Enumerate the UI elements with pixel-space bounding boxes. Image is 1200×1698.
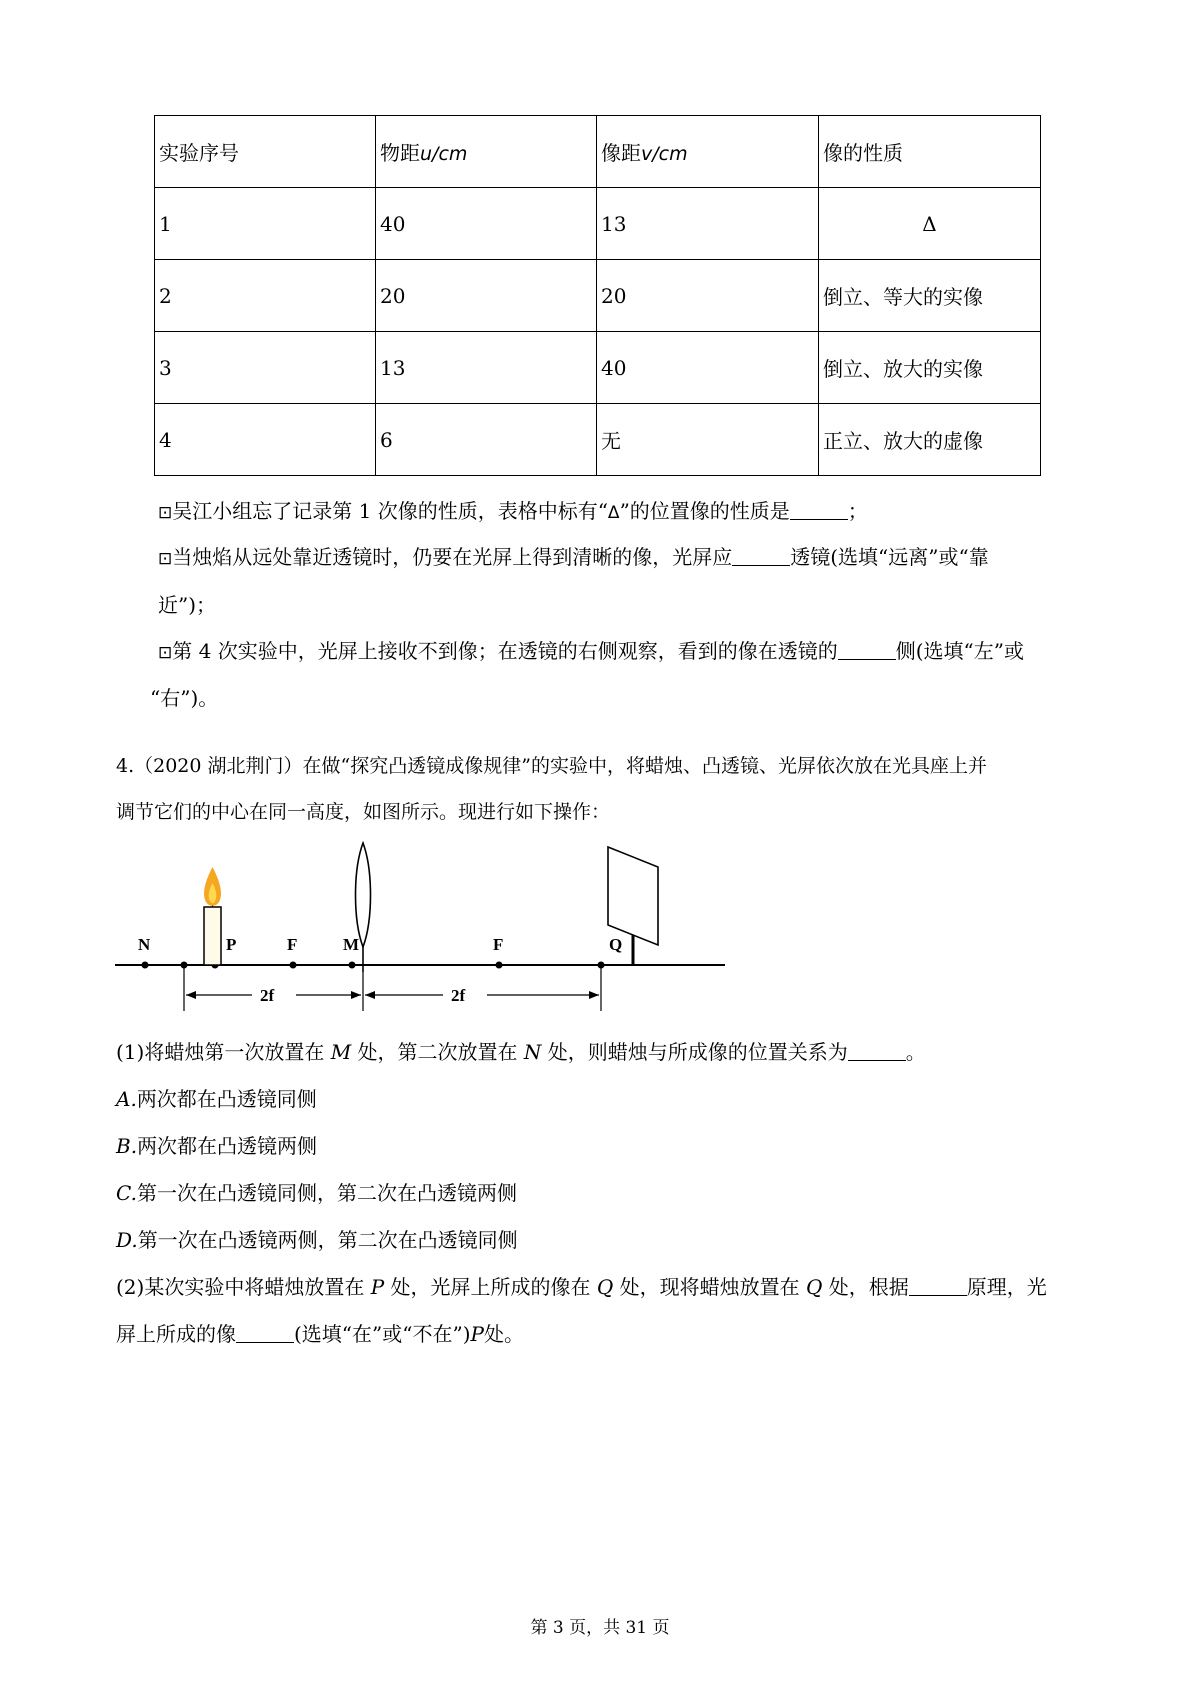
cell-u: 6: [376, 404, 597, 476]
label-p: P: [226, 935, 237, 954]
q4-part1: (1)将蜡烛第一次放置在 M 处，第二次放置在 N 处，则蜡烛与所成像的位置关系为 。: [116, 1040, 926, 1064]
cell-trial: 3: [155, 332, 376, 404]
q4-intro-line1: 4.（2020 湖北荆门）在做“探究凸透镜成像规律”的实验中，将蜡烛、凸透镜、光屏依次放在光具座上并: [116, 755, 987, 777]
table-row: [155, 404, 1041, 476]
bullet-icon: ⊡: [158, 643, 173, 663]
experiment-table: [154, 115, 1041, 476]
q3-subquestion-b: ⊡当烛焰从远处靠近透镜时，仍要在光屏上得到清晰的像，光屏应 透镜(选填“远离”或“靠: [158, 545, 989, 569]
option-a: A.两次都在凸透镜同侧: [116, 1087, 317, 1111]
answer-blank[interactable]: [909, 1275, 967, 1296]
answer-blank[interactable]: [236, 1322, 294, 1343]
header-object-distance: 物距u/cm: [376, 116, 597, 188]
candle: [204, 907, 221, 965]
cell-v: 无: [597, 404, 819, 476]
answer-blank[interactable]: [790, 499, 848, 520]
table-row: [155, 332, 1041, 404]
cell-nature: 正立、放大的虚像: [819, 404, 1041, 476]
cell-trial: 1: [155, 188, 376, 260]
arrow-icon: [589, 991, 599, 999]
page-footer: 第 3 页，共 31 页: [530, 1618, 670, 1638]
arrow-icon: [351, 991, 361, 999]
point-f-right: [496, 962, 503, 969]
label-n: N: [138, 935, 151, 954]
bullet-icon: ⊡: [158, 549, 173, 569]
arrow-icon: [365, 991, 375, 999]
q3-subquestion-b-cont: 近”)；: [158, 593, 217, 617]
cell-nature: Δ: [819, 188, 1041, 260]
label-f-right: F: [493, 935, 504, 954]
cell-trial: 2: [155, 260, 376, 332]
q3-subquestion-c-cont: “右”)。: [150, 686, 219, 710]
label-q: Q: [609, 935, 623, 954]
header-image-nature: 像的性质: [819, 116, 1041, 188]
point-m: [349, 962, 356, 969]
q4-part2-cont: 屏上所成的像 (选填“在”或“不在”)P处。: [116, 1322, 524, 1346]
cell-v: 40: [597, 332, 819, 404]
q3-subquestion-c: ⊡第 4 次实验中，光屏上接收不到像；在透镜的右侧观察，看到的像在透镜的 侧(选填“左”或: [158, 639, 1024, 663]
optical-bench-diagram: [110, 835, 730, 1015]
label-f-left: F: [287, 935, 298, 954]
header-image-distance: 像距v/cm: [597, 116, 819, 188]
cell-u: 40: [376, 188, 597, 260]
point-n: [142, 962, 149, 969]
q4-part2: (2)某次实验中将蜡烛放置在 P 处，光屏上所成的像在 Q 处，现将蜡烛放置在 Q 处，根据 原理，光: [116, 1275, 1047, 1299]
cell-nature: 倒立、放大的实像: [819, 332, 1041, 404]
label-2f-left: 2f: [260, 986, 275, 1005]
answer-blank[interactable]: [732, 545, 790, 566]
answer-blank[interactable]: [848, 1040, 906, 1061]
label-2f-right: 2f: [451, 986, 466, 1005]
q4-intro-line2: 调节它们的中心在同一高度，如图所示。现进行如下操作：: [116, 801, 611, 823]
light-screen: [608, 847, 658, 945]
bullet-icon: ⊡: [158, 503, 173, 523]
cell-u: 13: [376, 332, 597, 404]
convex-lens-icon: [356, 843, 371, 947]
table-row: [155, 260, 1041, 332]
option-b: B.两次都在凸透镜两侧: [116, 1134, 318, 1158]
cell-v: 20: [597, 260, 819, 332]
cell-nature: 倒立、等大的实像: [819, 260, 1041, 332]
point-f-left: [290, 962, 297, 969]
table-row: [155, 188, 1041, 260]
arrow-icon: [186, 991, 196, 999]
answer-blank[interactable]: [838, 639, 896, 660]
q3-subquestion-a: ⊡吴江小组忘了记录第 1 次像的性质，表格中标有“Δ”的位置像的性质是 ；: [158, 499, 868, 523]
header-trial: 实验序号: [155, 116, 376, 188]
label-m: M: [343, 935, 360, 954]
cell-trial: 4: [155, 404, 376, 476]
option-d: D.第一次在凸透镜两侧，第二次在凸透镜同侧: [116, 1228, 518, 1252]
option-c: C.第一次在凸透镜同侧，第二次在凸透镜两侧: [116, 1181, 517, 1205]
table-header-row: [155, 116, 1041, 188]
cell-v: 13: [597, 188, 819, 260]
cell-u: 20: [376, 260, 597, 332]
